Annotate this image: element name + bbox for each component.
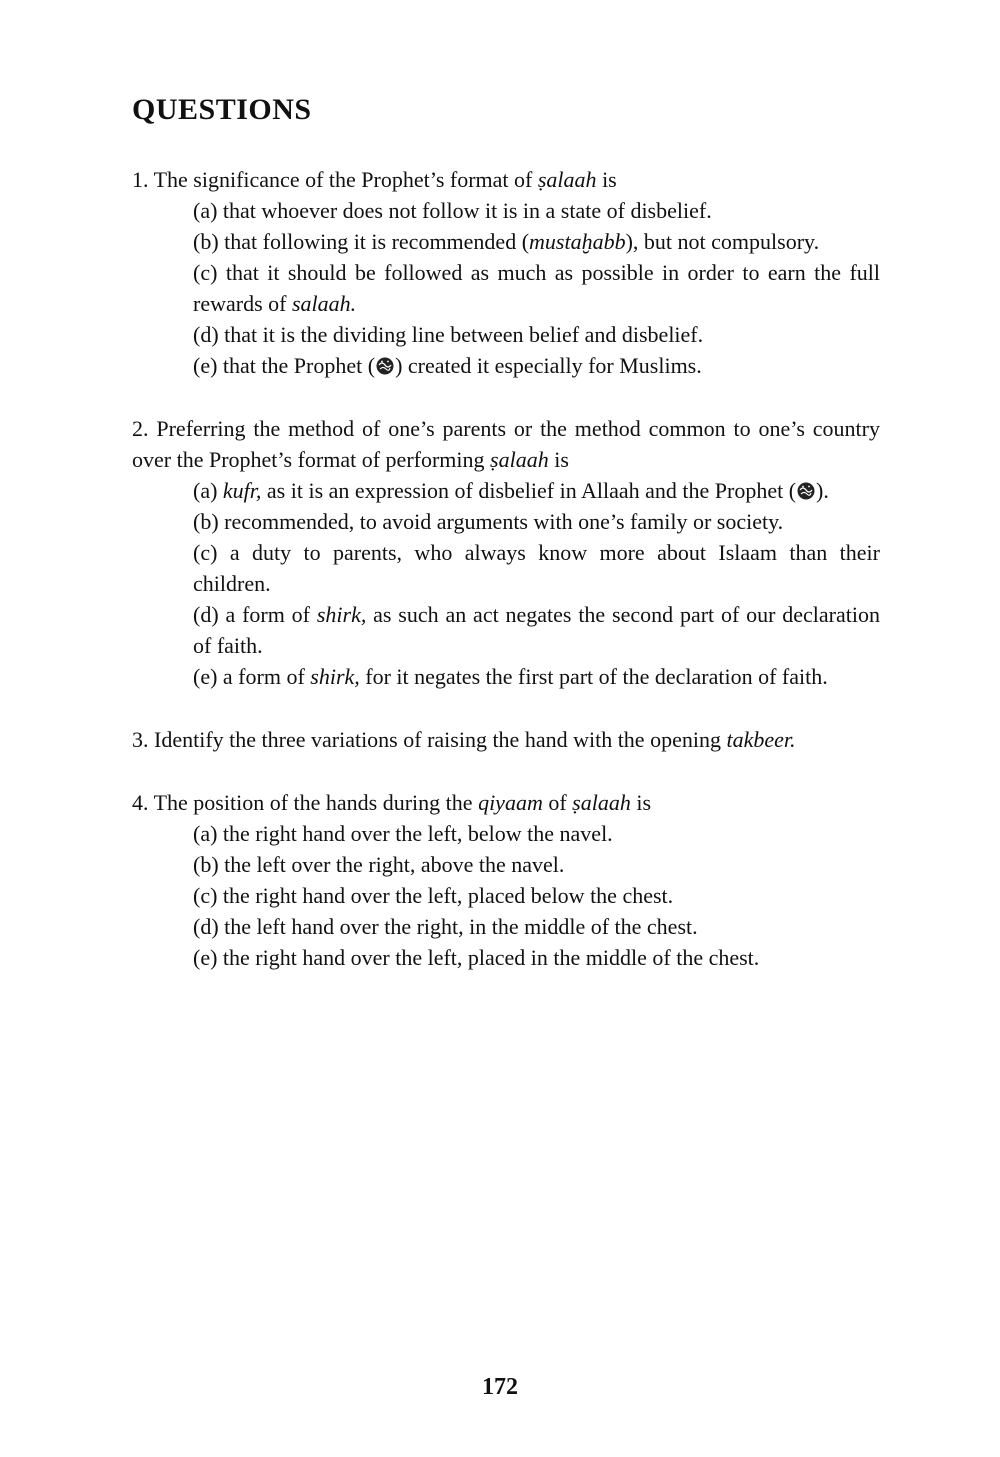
- text-run: (b) the left over the right, above the navel.: [193, 852, 565, 877]
- page-number: 172: [482, 1374, 518, 1400]
- answer-option: [193, 911, 880, 942]
- italic-term: mustaḫabb: [529, 229, 626, 254]
- italic-term: takbeer.: [726, 727, 796, 752]
- text-run: (b) that following it is recommended (: [193, 229, 530, 254]
- answer-option: [193, 506, 880, 537]
- page-heading: QUESTIONS: [132, 93, 312, 126]
- text-run: (c) the right hand over the left, placed below the chest.: [193, 883, 674, 908]
- text-run: 3. Identify the three variations of raising the hand with the opening: [132, 727, 727, 752]
- answer-option: [193, 661, 880, 692]
- page-content: [132, 90, 880, 1005]
- italic-term: qiyaam: [478, 790, 543, 815]
- answer-option: [193, 537, 880, 599]
- text-run: is: [630, 790, 652, 815]
- text-run: (c) that it should be followed as much as possible in order to earn the full rewards of: [193, 260, 880, 316]
- text-run: 1. The significance of the Prophet’s format of: [132, 167, 538, 192]
- text-run: (e) the right hand over the left, placed in the middle of the chest.: [193, 945, 760, 970]
- question-list: [132, 164, 880, 973]
- text-run: (e) that the Prophet (: [193, 353, 376, 378]
- answer-option: [193, 226, 880, 257]
- text-run: (d) that it is the dividing line between belief and disbelief.: [193, 322, 704, 347]
- text-run: (a) that whoever does not follow it is in a state of disbelief.: [193, 198, 712, 223]
- pbuh-calligraphy-icon: [375, 356, 395, 376]
- italic-term: shirk,: [316, 602, 367, 627]
- italic-term: shirk,: [310, 664, 360, 689]
- text-run: is: [596, 167, 617, 192]
- answer-option: [193, 818, 880, 849]
- text-run: (e) a form of: [193, 664, 311, 689]
- text-run: as it is an expression of disbelief in Allaah and the Prophet (: [261, 478, 797, 503]
- text-run: (a): [193, 478, 223, 503]
- question-item: [132, 164, 880, 381]
- question-stem: [132, 724, 880, 755]
- italic-term: kufr,: [222, 478, 262, 503]
- answer-options: [132, 818, 880, 973]
- answer-option: [193, 257, 880, 319]
- answer-option: [193, 350, 880, 381]
- text-run: (c) a duty to parents, who always know more about Islaam than their children.: [193, 540, 880, 596]
- answer-option: [193, 942, 880, 973]
- pbuh-calligraphy-icon: [796, 481, 816, 501]
- question-stem: [132, 164, 880, 195]
- question-stem: [132, 413, 880, 475]
- answer-options: [132, 475, 880, 692]
- italic-term: ṣalaah: [572, 790, 631, 815]
- italic-term: ṣalaah: [490, 447, 549, 472]
- answer-option: [193, 880, 880, 911]
- text-run: as such an act negates the second part of our declaration of faith.: [193, 602, 880, 658]
- answer-option: [193, 319, 880, 350]
- text-run: 4. The position of the hands during the: [132, 790, 479, 815]
- text-run: is: [548, 447, 569, 472]
- text-run: (d) a form of: [193, 602, 317, 627]
- italic-term: ṣalaah: [537, 167, 597, 192]
- question-item: [132, 724, 880, 755]
- question-stem: [132, 787, 880, 818]
- text-run: ).: [816, 478, 829, 503]
- question-item: [132, 413, 880, 692]
- text-run: (a) the right hand over the left, below the navel.: [193, 821, 613, 846]
- text-run: 2. Preferring the method of one’s parents or the method common to one’s country over the Prophet’s format of performing: [132, 416, 880, 472]
- question-item: [132, 787, 880, 973]
- answer-option: [193, 475, 880, 506]
- text-run: ) created it especially for Muslims.: [395, 353, 702, 378]
- text-run: for it negates the first part of the declaration of faith.: [359, 664, 828, 689]
- answer-option: [193, 599, 880, 661]
- answer-option: [193, 195, 880, 226]
- text-run: (d) the left hand over the right, in the middle of the chest.: [193, 914, 698, 939]
- answer-option: [193, 849, 880, 880]
- text-run: of: [542, 790, 573, 815]
- text-run: (b) recommended, to avoid arguments with one’s family or society.: [193, 509, 784, 534]
- answer-options: [132, 195, 880, 381]
- italic-term: salaah.: [291, 291, 357, 316]
- text-run: ), but not compulsory.: [625, 229, 820, 254]
